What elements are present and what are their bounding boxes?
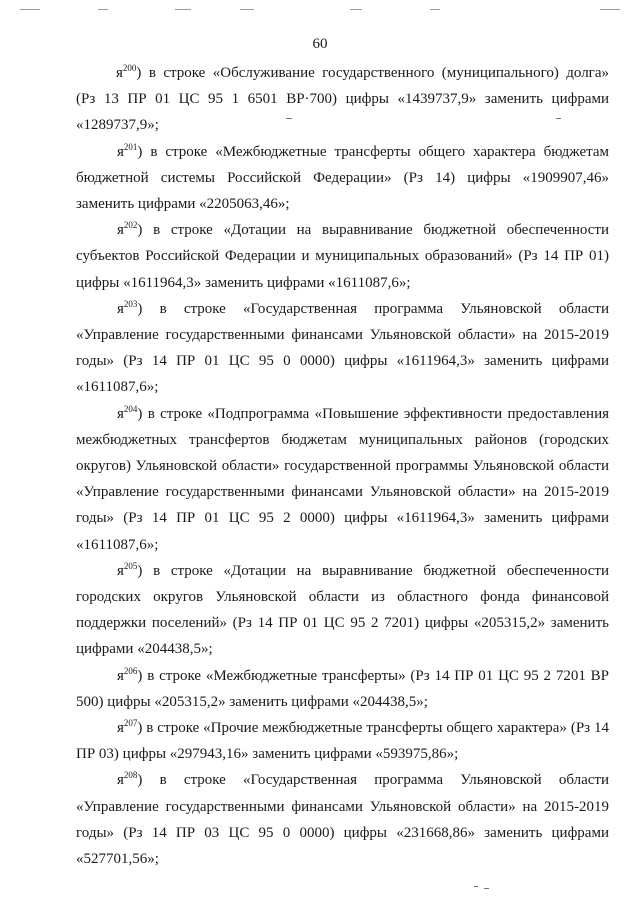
item-marker: $я^{207}$ bbox=[117, 718, 138, 737]
scan-artifact bbox=[350, 9, 362, 10]
amendment-text: ) в строке «Межбюджетные трансферты» (Рз 14 ПР 01 ЦС 95 2 7201 ВР 500) цифры «205315,2» заменить цифрами «204438,5»; bbox=[76, 667, 609, 710]
scan-artifact bbox=[240, 9, 254, 10]
item-marker: $я^{203}$ bbox=[117, 298, 138, 317]
amendment-paragraph bbox=[76, 296, 609, 401]
item-marker: $я^{200}$ bbox=[116, 63, 137, 81]
amendment-paragraph bbox=[76, 139, 609, 218]
amendment-paragraph bbox=[76, 715, 609, 767]
amendment-text: ) в строке «Подпрограмма «Повышение эффективности предоставления межбюджетных трансфертов бюджетам муниципальных районов (городских округов) Ульяновской области» государственной программы Ульяновской области «Управление государственными финансами Ульяновской области» на 2015-2019 годы» (Рз 14 ПР 01 ЦС 95 2 0000) цифры «1611964,3» заменить цифрами «1611087,6»; bbox=[76, 405, 609, 553]
amendment-text: ) в строке «Дотации на выравнивание бюджетной обеспеченности городских округов Ульяновской области из областного фонда финансовой поддержки поселений» (Рз 14 ПР 01 ЦС 95 2 7201) цифры «205315,2» заменить цифрами «204438,5»; bbox=[76, 562, 609, 658]
item-marker: $я^{208}$ bbox=[117, 770, 138, 789]
amendment-paragraph bbox=[76, 60, 609, 139]
amendment-text: ) в строке «Государственная программа Ульяновской области «Управление государственными финансами Ульяновской области» на 2015-2019 годы» (Рз 14 ПР 01 ЦС 95 0 0000) цифры «1611964,3» заменить цифрами «1611087,6»; bbox=[76, 300, 609, 396]
scan-artifact bbox=[20, 9, 40, 10]
amendment-text: ) в строке «Дотации на выравнивание бюджетной обеспеченности субъектов Российской Федерации и муниципальных образований» (Рз 14 ПР 01) цифры «1611964,3» заменить цифрами «1611087,6»; bbox=[76, 222, 609, 291]
scan-artifact bbox=[98, 9, 108, 10]
scan-artifact bbox=[484, 888, 489, 889]
item-marker: $я^{205}$ bbox=[117, 560, 138, 579]
amendment-text: ) в строке «Обслуживание государственного (муниципального) долга» (Рз 13 ПР 01 ЦС 95 1 6501 ВР·700) цифры «1439737,9» заменить цифрами «1289737,9»; bbox=[76, 65, 609, 134]
amendment-paragraph bbox=[76, 401, 609, 558]
item-marker: $я^{201}$ bbox=[117, 141, 138, 160]
amendment-paragraph bbox=[76, 767, 609, 872]
document-body bbox=[76, 60, 609, 872]
scan-artifact bbox=[474, 886, 478, 887]
amendment-text: ) в строке «Межбюджетные трансферты общего характера бюджетам бюджетной системы Российской Федерации» (Рз 14) цифры «1909907,46» заменить цифрами «2205063,46»; bbox=[76, 143, 609, 213]
scan-artifact bbox=[175, 9, 191, 10]
item-marker: $я^{206}$ bbox=[117, 665, 138, 684]
item-marker: $я^{204}$ bbox=[117, 403, 138, 422]
scan-artifact bbox=[600, 9, 620, 10]
item-marker: $я^{202}$ bbox=[117, 220, 138, 239]
amendment-paragraph bbox=[76, 558, 609, 663]
amendment-paragraph bbox=[76, 663, 609, 715]
amendment-text: ) в строке «Государственная программа Ульяновской области «Управление государственными финансами Ульяновской области» на 2015-2019 годы» (Рз 14 ПР 03 ЦС 95 0 0000) цифры «231668,86» заменить цифрами «527701,56»; bbox=[76, 772, 609, 868]
amendment-paragraph bbox=[76, 217, 609, 296]
page-number: 60 bbox=[312, 36, 328, 52]
amendment-text: ) в строке «Прочие межбюджетные трансферты общего характера» (Рз 14 ПР 03) цифры «297943,16» заменить цифрами «593975,86»; bbox=[76, 720, 609, 763]
scan-artifact bbox=[430, 9, 440, 10]
